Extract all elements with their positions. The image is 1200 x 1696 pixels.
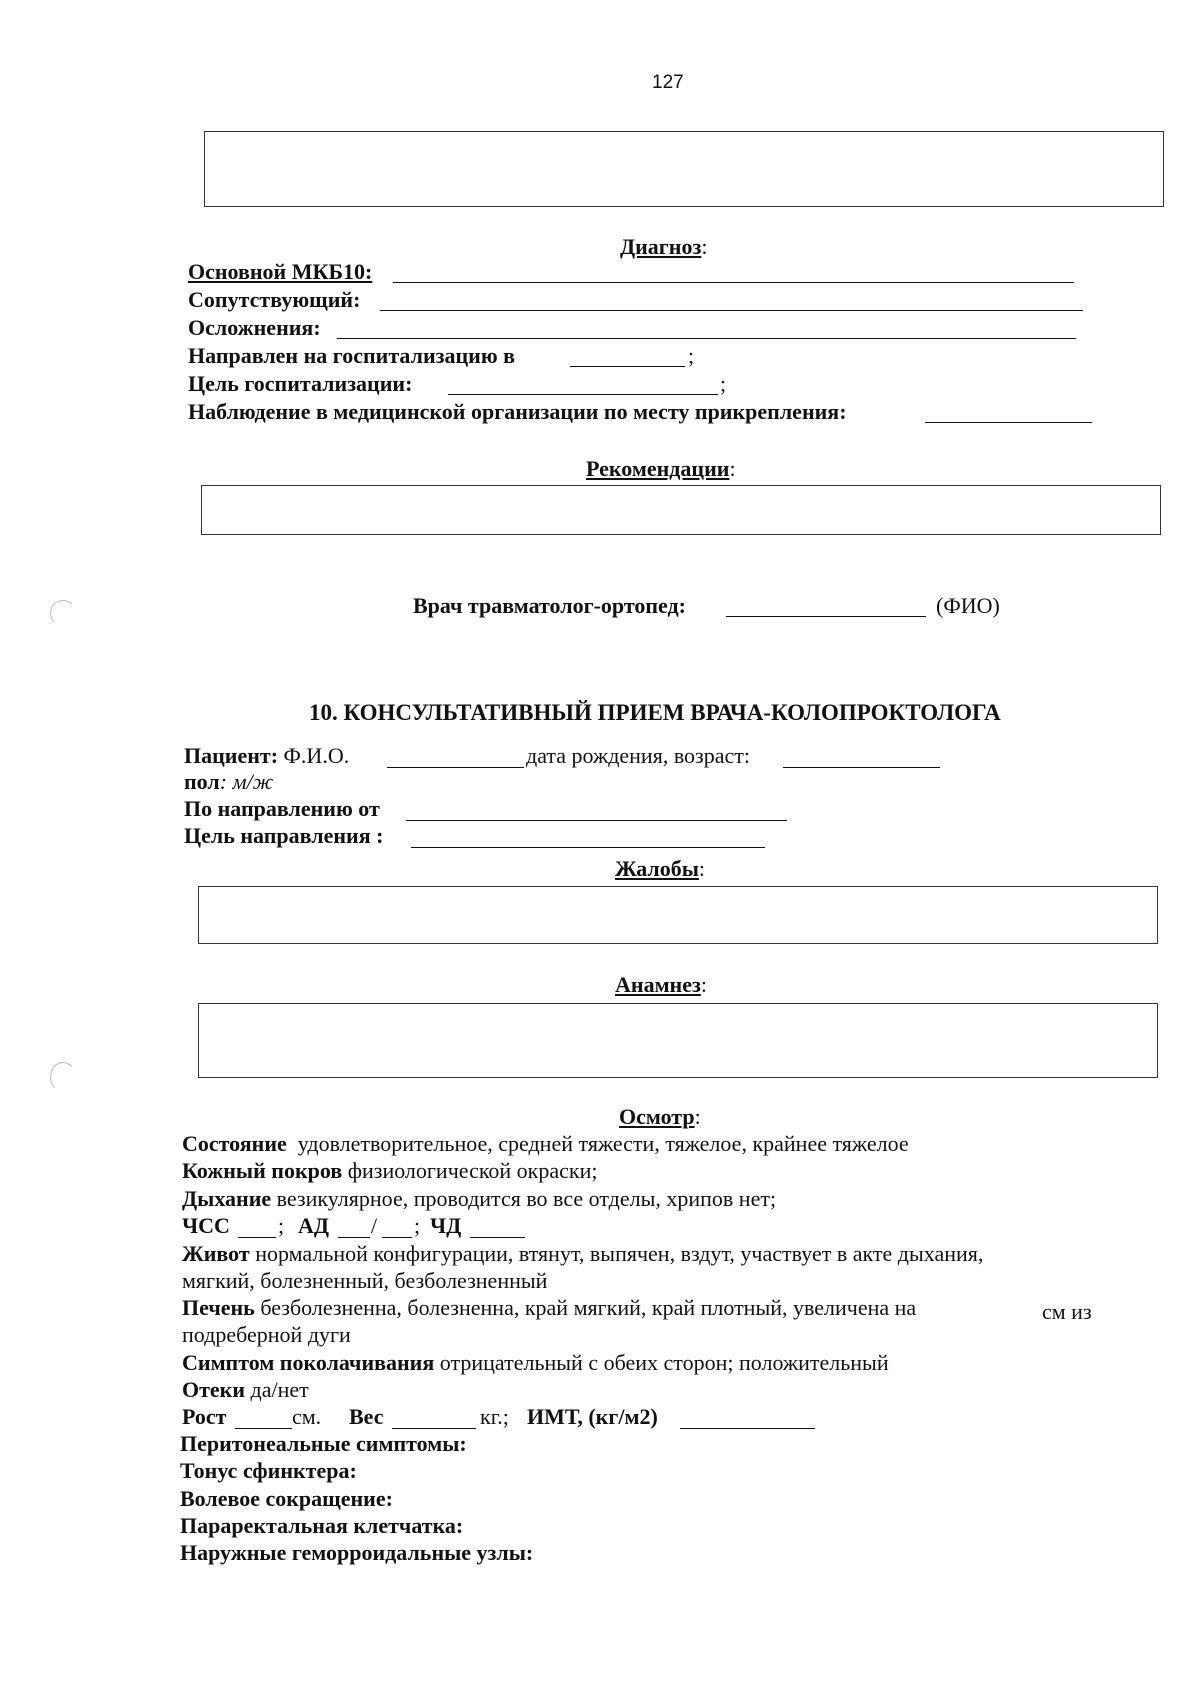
tapping-line: Симптом поколачивания отрицательный с обеих сторон; положительный <box>182 1350 889 1375</box>
hr-field[interactable] <box>238 1237 276 1238</box>
bmi-field[interactable] <box>680 1428 815 1429</box>
purpose-field[interactable] <box>411 847 765 848</box>
height-field[interactable] <box>235 1428 292 1429</box>
margin-mark <box>50 600 76 626</box>
liver-line-2: подреберной дуги <box>182 1322 351 1347</box>
doctor-label: Врач травматолог-ортопед: <box>413 593 686 618</box>
weight-unit: кг.; <box>480 1404 509 1429</box>
hr-label: ЧСС <box>182 1213 230 1238</box>
comorbid-label: Сопутствующий: <box>188 287 361 312</box>
pararectal-label: Параректальная клетчатка: <box>180 1513 464 1538</box>
recommendations-heading: Рекомендации: <box>586 456 736 481</box>
skin-line: Кожный покров физиологической окраски; <box>182 1158 598 1183</box>
observation-field[interactable] <box>925 422 1092 423</box>
abdomen-line: Живот нормальной конфигурации, втянут, выпячен, вздут, участвует в акте дыхания, <box>182 1241 984 1266</box>
referral-label: По направлению от <box>184 796 380 821</box>
bp-systolic-field[interactable] <box>338 1237 370 1238</box>
weight-label: Вес <box>349 1404 384 1429</box>
top-text-box[interactable] <box>204 131 1164 207</box>
page-number: 127 <box>652 72 684 93</box>
observation-label: Наблюдение в медицинской организации по месту прикрепления: <box>188 399 847 424</box>
section-title: 10. КОНСУЛЬТАТИВНЫЙ ПРИЕМ ВРАЧА-КОЛОПРОКТОЛОГА <box>309 700 1001 725</box>
sex-line: пол: м/ж <box>184 769 274 794</box>
complaints-box[interactable] <box>198 886 1158 944</box>
exam-heading: Осмотр: <box>619 1104 701 1129</box>
abdomen-line-2: мягкий, болезненный, безболезненный <box>182 1268 548 1293</box>
patient-fio-field[interactable] <box>387 767 524 768</box>
voluntary-label: Волевое сокращение: <box>180 1486 393 1511</box>
peritoneal-label: Перитонеальные симптомы: <box>180 1431 467 1456</box>
weight-field[interactable] <box>392 1428 476 1429</box>
liver-unit: см из <box>1042 1299 1092 1324</box>
doctor-name-field[interactable] <box>726 616 926 617</box>
referral-field[interactable] <box>406 820 787 821</box>
diagnosis-heading: Диагноз: <box>620 234 708 259</box>
rr-field[interactable] <box>470 1237 525 1238</box>
patient-line: Пациент: Ф.И.О. <box>184 743 350 768</box>
bmi-label: ИМТ, (кг/м2) <box>527 1404 658 1429</box>
main-diagnosis-field[interactable] <box>393 282 1074 283</box>
sphincter-label: Тонус сфинктера: <box>180 1458 357 1483</box>
complications-field[interactable] <box>337 338 1076 339</box>
birth-field[interactable] <box>783 767 940 768</box>
breathing-line: Дыхание везикулярное, проводится во все отделы, хрипов нет; <box>182 1186 777 1211</box>
main-diagnosis-label: Основной МКБ10: <box>188 259 373 284</box>
bp-label: АД <box>298 1213 330 1238</box>
anamnesis-box[interactable] <box>198 1003 1158 1078</box>
rr-label: ЧД <box>430 1213 462 1238</box>
fio-suffix: (ФИО) <box>936 593 1000 618</box>
recommendations-box[interactable] <box>201 485 1161 535</box>
hospitalization-field[interactable] <box>570 366 685 367</box>
comorbid-field[interactable] <box>380 310 1083 311</box>
birth-label: дата рождения, возраст: <box>526 743 750 768</box>
hospitalization-goal-label: Цель госпитализации: <box>188 371 413 396</box>
hospitalization-goal-field[interactable] <box>448 394 718 395</box>
complaints-heading: Жалобы: <box>615 856 706 881</box>
height-label: Рост <box>182 1404 227 1429</box>
liver-line: Печень безболезненна, болезненна, край мягкий, край плотный, увеличена на <box>182 1295 917 1320</box>
condition-line: Состояние удовлетворительное, средней тяжести, тяжелое, крайнее тяжелое <box>182 1131 909 1156</box>
hemorrhoids-label: Наружные геморроидальные узлы: <box>180 1540 534 1565</box>
purpose-label: Цель направления : <box>184 823 384 848</box>
margin-mark <box>50 1062 76 1092</box>
complications-label: Осложнения: <box>188 315 321 340</box>
edema-line: Отеки да/нет <box>182 1377 309 1402</box>
height-unit: см. <box>292 1404 322 1429</box>
anamnesis-heading: Анамнез: <box>615 972 707 997</box>
bp-diastolic-field[interactable] <box>382 1237 412 1238</box>
hospitalization-label: Направлен на госпитализацию в <box>188 343 516 368</box>
